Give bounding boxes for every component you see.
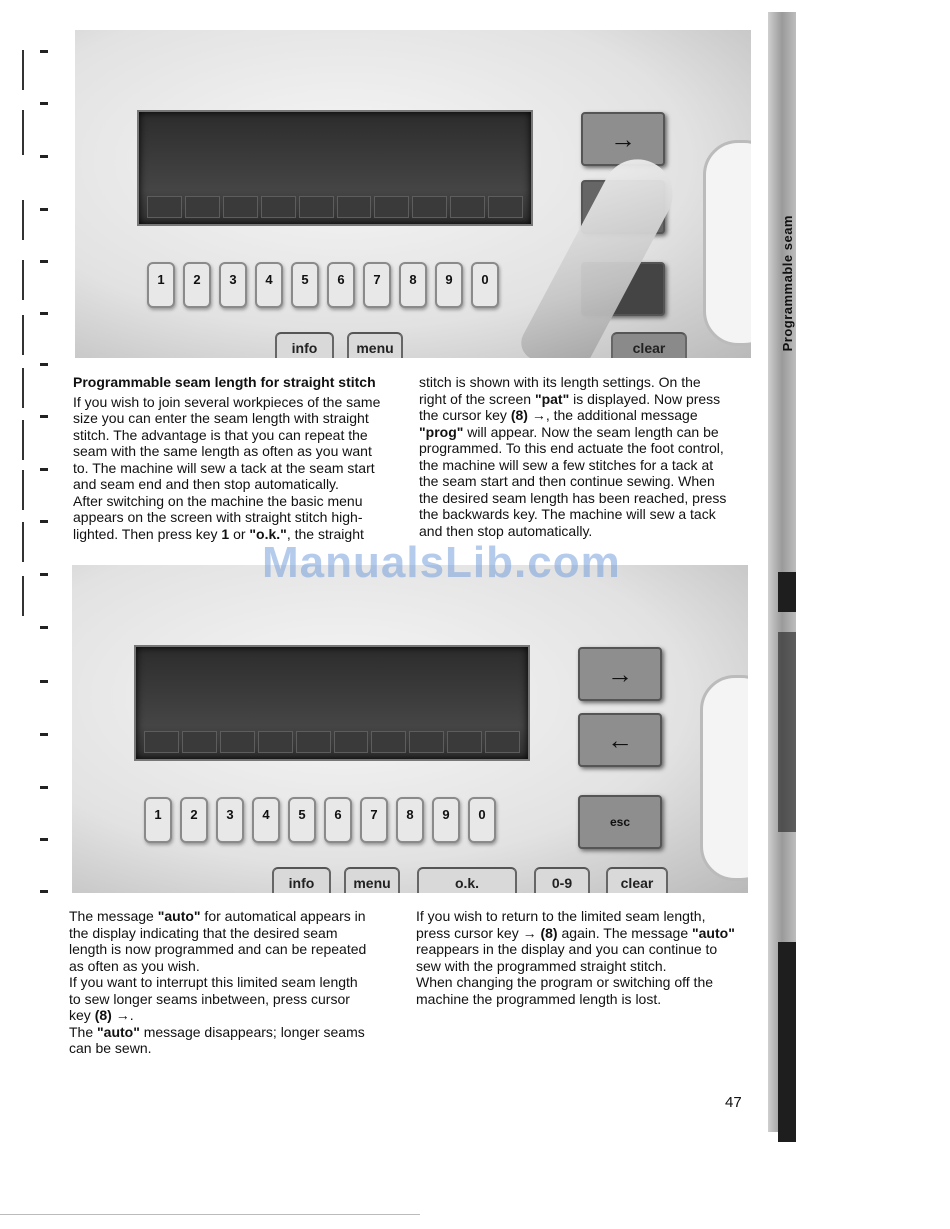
text-line: to. The machine will sew a tack at the seam start xyxy=(73,459,375,476)
info-key[interactable]: info xyxy=(275,332,334,358)
number-key[interactable]: 1 xyxy=(144,797,172,843)
text-line: The "auto" message disappears; longer seams xyxy=(69,1023,365,1040)
text-line: lighted. Then press key 1 or "o.k.", the straight xyxy=(73,525,364,542)
text-line: When changing the program or switching off the xyxy=(416,974,714,990)
section1-right-column xyxy=(419,374,759,539)
esc-key[interactable] xyxy=(578,795,662,849)
number-keys xyxy=(144,797,496,843)
menu-key[interactable]: menu xyxy=(347,332,403,358)
text-line: right of the screen "pat" is displayed. Now press xyxy=(419,390,721,407)
number-key[interactable]: 9 xyxy=(435,262,463,308)
text-line: the cursor key (8) →, the additional message xyxy=(419,407,698,423)
photo-control-panel-1 xyxy=(75,30,751,358)
photo-control-panel-2 xyxy=(72,565,748,893)
clear-key[interactable]: clear xyxy=(606,867,668,893)
section2-left-column xyxy=(69,908,409,1057)
text-line: the desired seam length has been reached, press xyxy=(419,489,727,506)
text-line: seam with the same length as often as you want xyxy=(73,443,372,459)
side-band xyxy=(768,12,796,1132)
text-line: If you wish to join several workpieces of the same xyxy=(73,393,381,410)
number-key[interactable]: 1 xyxy=(147,262,175,308)
handwheel xyxy=(700,675,748,881)
watermark: ManualsLib.com xyxy=(262,538,621,587)
cursor-left-key[interactable]: ← xyxy=(578,713,662,767)
text-line: programmed. To this end actuate the foot control, xyxy=(419,440,724,456)
text-line: machine the programmed length is lost. xyxy=(416,990,662,1007)
menu-key[interactable]: menu xyxy=(344,867,400,893)
number-key[interactable]: 9 xyxy=(432,797,460,843)
number-key[interactable]: 6 xyxy=(327,262,355,308)
cursor-right-key[interactable]: → xyxy=(578,647,662,701)
cursor-right-key[interactable]: → xyxy=(581,112,665,166)
section2-right-column xyxy=(416,908,761,1007)
binding-marks xyxy=(0,0,60,1229)
text-line: sew with the programmed straight stitch. xyxy=(416,957,667,974)
text-line: key (8) →. xyxy=(69,1007,134,1023)
number-key[interactable]: 3 xyxy=(216,797,244,843)
number-key[interactable]: 0 xyxy=(468,797,496,843)
text-line: size you can enter the seam length with straight xyxy=(73,410,369,426)
text-line: If you wish to return to the limited seam length, xyxy=(416,908,706,924)
lcd-screen xyxy=(134,645,530,761)
number-key[interactable]: 4 xyxy=(255,262,283,308)
number-key[interactable]: 8 xyxy=(399,262,427,308)
text-line: press cursor key → (8) again. The message "auto" xyxy=(416,924,735,941)
text-line: stitch. The advantage is that you can repeat the xyxy=(73,426,368,443)
text-line: and seam end and then stop automatically. xyxy=(73,476,339,492)
esc-label: esc xyxy=(609,815,631,829)
clear-key[interactable]: clear xyxy=(611,332,687,358)
number-key[interactable]: 0 xyxy=(471,262,499,308)
text-line: The message "auto" for automatical appears in xyxy=(69,908,366,924)
lcd-screen xyxy=(137,110,533,226)
text-line: to sew longer seams inbetween, press cursor xyxy=(69,990,350,1007)
text-line: "prog" will appear. Now the seam length can be xyxy=(419,423,719,440)
0-9-key[interactable]: 0-9 xyxy=(534,867,590,893)
text-line: If you want to interrupt this limited seam length xyxy=(69,974,358,990)
side-tab-label: Programmable seam xyxy=(780,215,795,352)
number-key[interactable]: 2 xyxy=(180,797,208,843)
number-key[interactable]: 4 xyxy=(252,797,280,843)
text-line: the machine will sew a few stitches for a tack at xyxy=(419,456,714,473)
text-line: After switching on the machine the basic menu xyxy=(73,492,363,509)
text-line: reappears in the display and you can continue to xyxy=(416,941,718,957)
handwheel xyxy=(703,140,751,346)
number-key[interactable]: 2 xyxy=(183,262,211,308)
number-key[interactable]: 7 xyxy=(363,262,391,308)
section1-left-column xyxy=(73,374,413,542)
text-line: can be sewn. xyxy=(69,1040,152,1056)
number-key[interactable]: 6 xyxy=(324,797,352,843)
number-key[interactable]: 3 xyxy=(219,262,247,308)
text-line: the backwards key. The machine will sew a tack xyxy=(419,506,716,522)
text-line: the seam start and then continue sewing. When xyxy=(419,473,715,489)
text-line: the display indicating that the desired seam xyxy=(69,924,338,941)
ok-key[interactable]: o.k. xyxy=(417,867,517,893)
bottom-rule xyxy=(0,1214,420,1215)
text-line: length is now programmed and can be repeated xyxy=(69,941,367,957)
text-line: appears on the screen with straight stitch high- xyxy=(73,509,363,525)
number-key[interactable]: 5 xyxy=(291,262,319,308)
page-number: 47 xyxy=(725,1094,742,1111)
text-line: as often as you wish. xyxy=(69,957,200,974)
number-key[interactable]: 8 xyxy=(396,797,424,843)
number-key[interactable]: 7 xyxy=(360,797,388,843)
section-heading: Programmable seam length for straight stitch xyxy=(73,374,376,390)
number-keys xyxy=(147,262,499,308)
number-key[interactable]: 5 xyxy=(288,797,316,843)
info-key[interactable]: info xyxy=(272,867,331,893)
text-line: and then stop automatically. xyxy=(419,522,593,539)
text-line: stitch is shown with its length settings. On the xyxy=(419,374,701,390)
